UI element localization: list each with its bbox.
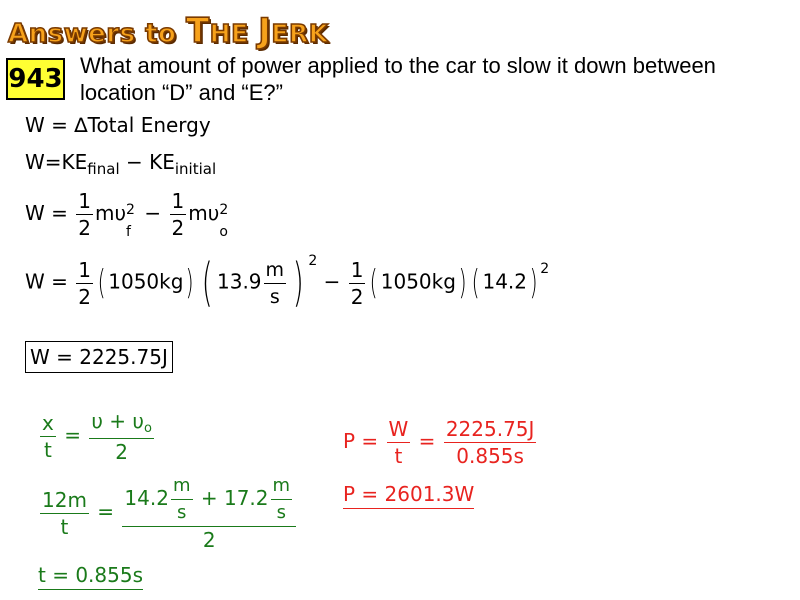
equation-power: P = $\frac{W}{t}$ = $\frac{2225.75J}{0.855s}$	[343, 417, 535, 468]
equation-work-symbolic: W = $\frac{1}{2}$ mυ 2 f − $\frac{1}{2}$ mυ 2 o	[25, 189, 229, 240]
title-J: J	[258, 11, 272, 51]
title-T: T	[185, 11, 210, 51]
problem-number-badge: 943	[6, 58, 65, 100]
power-result: P = 2601.3W	[343, 482, 474, 509]
work-result-box: W = 2225.75J	[25, 341, 173, 373]
equation-time-substitution: $\frac{12m}{t}$ = 14.2 $\frac{m}{s}$ + 17.2 $\frac{m}{s}$ 2	[38, 475, 298, 551]
equation-work-ke: $W=KE_{final} - KE_{initial}$	[25, 150, 217, 178]
equation-work-numeric: W = $\frac{1}{2}$ ( 1050kg) ( 13.9 $\frac{m}{s}$ ) $^2$ − $\frac{1}{2}$ ( 1050kg) ( 14.2) $^2$	[25, 252, 550, 313]
title-he: HE	[209, 19, 249, 48]
problem-question: What amount of power applied to the car to slow it down between location “D” and “E?”	[80, 53, 716, 105]
fraction-half: $\frac{1}{2}$	[171, 189, 185, 240]
title-erk: ERK	[271, 19, 329, 48]
equation-work-energy: W = ∆Total Energy	[25, 113, 211, 137]
title-prefix: Answers to	[8, 19, 186, 49]
equation-average-velocity: $\frac{x}{t}$ = $\frac{\upsilon + \upsilon_o}{2}$	[42, 409, 152, 464]
page-title	[8, 11, 329, 51]
time-result: t = 0.855s	[38, 563, 143, 590]
fraction-half: $\frac{1}{2}$	[78, 189, 91, 240]
